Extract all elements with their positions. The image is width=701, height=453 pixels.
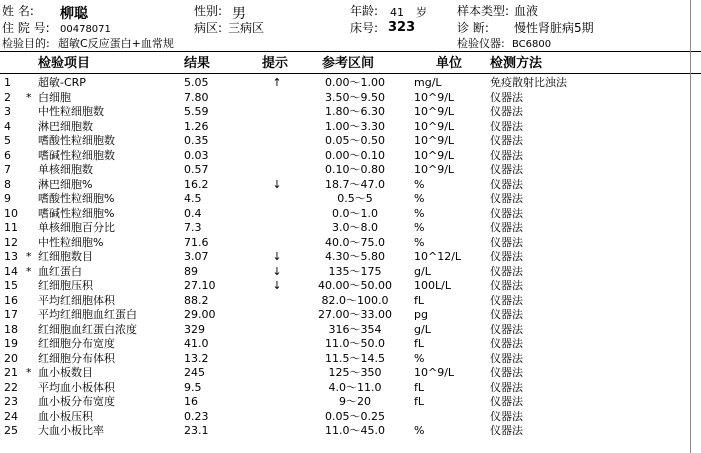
row-reference: 0.00～1.00 xyxy=(325,76,385,89)
row-star-mark: * xyxy=(26,90,32,104)
row-unit: fL xyxy=(414,380,425,394)
row-number: 2 xyxy=(4,90,11,104)
row-flag: ↓ xyxy=(272,279,282,292)
row-reference: 135～175 xyxy=(328,264,382,278)
row-method: 仪器法 xyxy=(490,366,523,379)
row-item-name: 大血小板比率 xyxy=(38,424,104,437)
row-method: 仪器法 xyxy=(490,148,523,162)
row-unit: 10^9/L xyxy=(414,119,455,133)
row-method: 仪器法 xyxy=(490,221,523,234)
row-reference: 4.30～5.80 xyxy=(325,250,385,263)
row-item-name: 超敏-CRP xyxy=(38,76,86,89)
table-row xyxy=(0,163,701,176)
row-item-name: 淋巴细胞% xyxy=(38,177,93,191)
row-result: 13.2 xyxy=(184,351,209,365)
row-method: 仪器法 xyxy=(490,250,523,263)
row-unit: 10^9/L xyxy=(414,105,455,118)
instrument-label: 检验仪器: xyxy=(457,37,505,50)
row-method: 免疫散射比浊法 xyxy=(490,76,567,89)
row-item-name: 红细胞分布宽度 xyxy=(38,337,115,350)
row-reference: 0.05～0.50 xyxy=(325,134,385,147)
row-number: 22 xyxy=(4,380,18,394)
row-unit: g/L xyxy=(414,322,431,336)
row-method: 仪器法 xyxy=(490,308,523,321)
row-result: 4.5 xyxy=(184,192,202,205)
row-star-mark: * xyxy=(26,250,32,263)
sample-label: 样本类型: xyxy=(457,4,510,18)
hospital-no-label: 住 院 号: xyxy=(2,21,50,35)
row-result: 27.10 xyxy=(184,279,216,292)
row-result: 29.00 xyxy=(184,308,216,321)
col-header-method: 检测方法 xyxy=(490,56,543,71)
row-unit: % xyxy=(414,192,425,205)
row-unit: % xyxy=(414,177,425,191)
purpose-value: 超敏C反应蛋白+血常规 xyxy=(58,37,174,50)
row-method: 仪器法 xyxy=(490,424,523,437)
row-reference: 9～20 xyxy=(339,395,371,408)
instrument-value: BC6800 xyxy=(512,39,552,50)
row-number: 14 xyxy=(4,264,18,278)
row-unit: mg/L xyxy=(414,76,442,89)
row-reference: 4.0～11.0 xyxy=(328,380,382,394)
row-reference: 27.00～33.00 xyxy=(318,308,392,321)
row-result: 16 xyxy=(184,395,198,408)
age-value: 41 xyxy=(390,6,404,19)
row-number: 12 xyxy=(4,235,18,249)
row-method: 仪器法 xyxy=(490,105,523,118)
row-reference: 40.0～75.0 xyxy=(325,235,385,249)
row-unit: g/L xyxy=(414,264,431,278)
table-row xyxy=(0,424,701,437)
row-unit: % xyxy=(414,351,425,365)
row-method: 仪器法 xyxy=(490,264,523,278)
row-unit: 10^9/L xyxy=(414,90,455,104)
row-item-name: 嗜酸性粒细胞数 xyxy=(38,134,115,147)
row-unit: 10^9/L xyxy=(414,134,455,147)
row-item-name: 红细胞分布体积 xyxy=(38,351,115,365)
row-number: 18 xyxy=(4,322,18,336)
col-header-ref: 参考区间 xyxy=(322,56,375,71)
row-reference: 11.0～50.0 xyxy=(325,337,385,350)
row-reference: 11.0～45.0 xyxy=(325,424,385,437)
ward-value: 三病区 xyxy=(228,21,265,35)
row-method: 仪器法 xyxy=(490,134,523,147)
row-result: 1.26 xyxy=(184,119,209,133)
table-row xyxy=(0,178,701,191)
table-row xyxy=(0,337,701,350)
table-row xyxy=(0,207,701,220)
row-result: 329 xyxy=(184,322,205,336)
row-result: 0.23 xyxy=(184,409,209,423)
col-header-item: 检验项目 xyxy=(38,56,91,71)
row-unit: % xyxy=(414,206,425,220)
row-number: 23 xyxy=(4,395,18,408)
row-result: 3.07 xyxy=(184,250,209,263)
row-reference: 18.7～47.0 xyxy=(325,177,385,191)
row-method: 仪器法 xyxy=(490,163,523,176)
row-unit: 10^9/L xyxy=(414,163,455,176)
row-item-name: 单核细胞数 xyxy=(38,163,93,176)
table-row xyxy=(0,76,701,89)
table-row xyxy=(0,381,701,394)
row-result: 9.5 xyxy=(184,380,202,394)
row-item-name: 中性粒细胞数 xyxy=(38,105,104,118)
row-result: 41.0 xyxy=(184,337,209,350)
row-item-name: 红细胞血红蛋白浓度 xyxy=(38,322,137,336)
row-result: 245 xyxy=(184,366,205,379)
row-item-name: 血红蛋白 xyxy=(38,264,82,278)
row-item-name: 平均红细胞体积 xyxy=(38,293,115,307)
table-row xyxy=(0,149,701,162)
row-number: 16 xyxy=(4,293,18,307)
table-row xyxy=(0,221,701,234)
table-row xyxy=(0,134,701,147)
table-row xyxy=(0,265,701,278)
row-number: 5 xyxy=(4,134,11,147)
row-result: 88.2 xyxy=(184,293,209,307)
row-reference: 125～350 xyxy=(328,366,382,379)
row-result: 0.4 xyxy=(184,206,202,220)
row-unit: fL xyxy=(414,337,425,350)
row-item-name: 嗜碱性粒细胞数 xyxy=(38,148,115,162)
row-method: 仪器法 xyxy=(490,409,523,423)
row-reference: 3.0～8.0 xyxy=(332,221,378,234)
row-reference: 3.50～9.50 xyxy=(325,90,385,104)
row-method: 仪器法 xyxy=(490,119,523,133)
row-method: 仪器法 xyxy=(490,380,523,394)
row-result: 0.57 xyxy=(184,163,209,176)
row-flag: ↓ xyxy=(272,264,282,278)
header-divider xyxy=(0,51,701,52)
row-number: 24 xyxy=(4,409,18,423)
row-number: 7 xyxy=(4,163,11,176)
bed-value: 323 xyxy=(388,20,416,35)
row-item-name: 嗜碱性粒细胞% xyxy=(38,206,115,220)
row-reference: 0.0～1.0 xyxy=(332,206,378,220)
row-reference: 40.00～50.00 xyxy=(318,279,392,292)
row-item-name: 红细胞压积 xyxy=(38,279,93,292)
sex-value: 男 xyxy=(232,6,246,22)
row-number: 17 xyxy=(4,308,18,321)
table-row xyxy=(0,395,701,408)
row-reference: 11.5～14.5 xyxy=(325,351,385,365)
table-header-divider xyxy=(0,73,701,74)
row-reference: 82.0～100.0 xyxy=(321,293,389,307)
row-result: 0.35 xyxy=(184,134,209,147)
row-unit: fL xyxy=(414,293,425,307)
row-unit: pg xyxy=(414,308,428,321)
row-item-name: 嗜酸性粒细胞% xyxy=(38,192,115,205)
row-method: 仪器法 xyxy=(490,351,523,365)
row-item-name: 平均血小板体积 xyxy=(38,380,115,394)
table-row xyxy=(0,410,701,423)
row-method: 仪器法 xyxy=(490,206,523,220)
row-unit: 10^9/L xyxy=(414,148,455,162)
row-number: 20 xyxy=(4,351,18,365)
row-unit: % xyxy=(414,235,425,249)
sex-label: 性别: xyxy=(194,4,223,18)
col-header-unit: 单位 xyxy=(436,56,463,71)
row-result: 5.05 xyxy=(184,76,209,89)
table-row xyxy=(0,120,701,133)
row-number: 11 xyxy=(4,221,18,234)
row-item-name: 白细胞 xyxy=(38,90,71,104)
age-label: 年龄: xyxy=(350,4,379,18)
row-result: 23.1 xyxy=(184,424,209,437)
col-header-flag: 提示 xyxy=(262,56,289,71)
purpose-label: 检验目的: xyxy=(2,37,50,50)
hospital-no-value: 00478071 xyxy=(60,24,111,35)
row-method: 仪器法 xyxy=(490,293,523,307)
row-result: 71.6 xyxy=(184,235,209,249)
row-item-name: 血小板分布宽度 xyxy=(38,395,115,408)
row-reference: 0.05～0.25 xyxy=(325,409,385,423)
row-method: 仪器法 xyxy=(490,235,523,249)
row-reference: 0.00～0.10 xyxy=(325,148,385,162)
patient-name: 柳聪 xyxy=(60,6,88,22)
diagnosis-value: 慢性肾脏病5期 xyxy=(514,21,594,35)
row-flag: ↓ xyxy=(272,177,282,191)
row-number: 15 xyxy=(4,279,18,292)
row-number: 25 xyxy=(4,424,18,437)
row-result: 7.3 xyxy=(184,221,202,234)
row-number: 10 xyxy=(4,206,18,220)
row-item-name: 红细胞数目 xyxy=(38,250,93,263)
row-reference: 0.5～5 xyxy=(337,192,373,205)
row-number: 8 xyxy=(4,177,11,191)
table-row xyxy=(0,279,701,292)
ward-label: 病区: xyxy=(194,21,223,35)
row-unit: 10^9/L xyxy=(414,366,455,379)
row-result: 0.03 xyxy=(184,148,209,162)
sample-value: 血液 xyxy=(514,4,539,18)
row-unit: 100L/L xyxy=(414,279,451,292)
row-reference: 0.10～0.80 xyxy=(325,163,385,176)
row-item-name: 血小板压积 xyxy=(38,409,93,423)
row-number: 3 xyxy=(4,105,11,118)
row-flag: ↑ xyxy=(272,76,282,89)
age-unit: 岁 xyxy=(416,6,427,19)
table-row xyxy=(0,308,701,321)
row-result: 7.80 xyxy=(184,90,209,104)
row-number: 19 xyxy=(4,337,18,350)
row-number: 6 xyxy=(4,148,11,162)
row-item-name: 血小板数目 xyxy=(38,366,93,379)
table-row xyxy=(0,192,701,205)
table-row xyxy=(0,105,701,118)
table-row xyxy=(0,294,701,307)
row-method: 仪器法 xyxy=(490,279,523,292)
row-item-name: 平均红细胞血红蛋白 xyxy=(38,308,137,321)
row-method: 仪器法 xyxy=(490,337,523,350)
row-number: 1 xyxy=(4,76,11,89)
table-row xyxy=(0,323,701,336)
row-number: 21 xyxy=(4,366,18,379)
row-result: 89 xyxy=(184,264,198,278)
table-row xyxy=(0,366,701,379)
table-row xyxy=(0,236,701,249)
name-label: 姓 名: xyxy=(2,4,34,18)
row-unit: fL xyxy=(414,395,425,408)
table-row xyxy=(0,91,701,104)
row-reference: 316～354 xyxy=(328,322,382,336)
row-method: 仪器法 xyxy=(490,322,523,336)
row-number: 9 xyxy=(4,192,11,205)
row-method: 仪器法 xyxy=(490,177,523,191)
row-method: 仪器法 xyxy=(490,90,523,104)
row-reference: 1.80～6.30 xyxy=(325,105,385,118)
row-star-mark: * xyxy=(26,264,32,278)
row-reference: 1.00～3.30 xyxy=(325,119,385,133)
row-result: 5.59 xyxy=(184,105,209,118)
row-item-name: 单核细胞百分比 xyxy=(38,221,115,234)
col-header-result: 结果 xyxy=(184,56,211,71)
row-method: 仪器法 xyxy=(490,192,523,205)
row-result: 16.2 xyxy=(184,177,209,191)
row-star-mark: * xyxy=(26,366,32,379)
row-flag: ↓ xyxy=(272,250,282,263)
row-method: 仪器法 xyxy=(490,395,523,408)
row-unit: 10^12/L xyxy=(414,250,462,263)
row-number: 13 xyxy=(4,250,18,263)
row-unit: % xyxy=(414,424,425,437)
row-number: 4 xyxy=(4,119,11,133)
row-item-name: 淋巴细胞数 xyxy=(38,119,93,133)
diagnosis-label: 诊 断: xyxy=(457,21,489,35)
row-unit: % xyxy=(414,221,425,234)
bed-label: 床号: xyxy=(350,21,379,35)
table-row xyxy=(0,250,701,263)
table-row xyxy=(0,352,701,365)
row-item-name: 中性粒细胞% xyxy=(38,235,104,249)
